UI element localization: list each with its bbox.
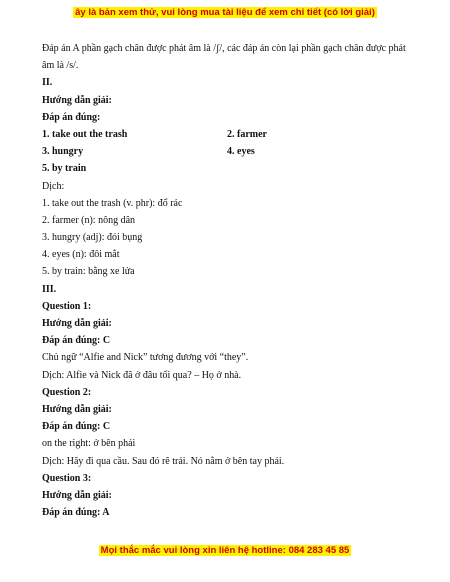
answer-2: 2. farmer (227, 128, 267, 140)
translation-label: Dịch: (42, 180, 65, 192)
question-2-translation: Dịch: Hãy đi qua cầu. Sau đó rẽ trái. Nó nằm ở bên tay phải. (42, 455, 285, 467)
translation-5: 5. by train: bằng xe lửa (42, 266, 135, 278)
question-2-title: Question 2: (42, 386, 92, 398)
translation-2: 2. farmer (n): nông dân (42, 214, 136, 226)
answers-row-1 (42, 126, 412, 143)
answer-5: 5. by train (42, 163, 87, 175)
section-3-heading: III. (42, 283, 57, 295)
question-3-title: Question 3: (42, 472, 92, 484)
question-2-note: on the right: ở bên phải (42, 438, 136, 450)
question-1-note: Chủ ngữ “Alfie and Nick” tương đương với “they”. (42, 352, 249, 364)
question-3-guide: Hướng dẫn giải: (42, 489, 112, 501)
intro-explanation: Đáp án A phần gạch chân được phát âm là /ʃ/, các đáp án còn lại phần gạch chân được phát âm là /s/. (42, 43, 406, 72)
question-3-answer: Đáp án đúng: A (42, 507, 110, 519)
section-2-guide: Hướng dẫn giải: (42, 94, 112, 106)
translation-4: 4. eyes (n): đôi mắt (42, 249, 120, 261)
preview-notice-banner (0, 7, 450, 18)
question-1-answer: Đáp án đúng: C (42, 335, 111, 347)
question-1-title: Question 1: (42, 300, 92, 312)
translation-3: 3. hungry (adj): đói bụng (42, 232, 143, 244)
answer-4: 4. eyes (227, 146, 255, 158)
document-body (42, 40, 412, 521)
preview-notice-text: ây là bản xem thử, vui lòng mua tài liệu để xem chi tiết (có lời giải) (75, 7, 375, 18)
hotline-text: Mọi thắc mắc vui lòng xin liên hệ hotline: 084 283 45 85 (100, 545, 350, 556)
translation-1: 1. take out the trash (v. phr): đổ rác (42, 197, 183, 209)
question-2-answer: Đáp án đúng: C (42, 421, 111, 433)
question-1-guide: Hướng dẫn giải: (42, 318, 112, 330)
question-1-translation: Dịch: Alfie và Nick đã ở đâu tối qua? – Họ ở nhà. (42, 369, 242, 381)
answers-row-2 (42, 143, 412, 160)
section-2-heading: II. (42, 77, 53, 89)
question-2-guide: Hướng dẫn giải: (42, 403, 112, 415)
section-2-answers-label: Đáp án đúng: (42, 111, 101, 123)
answer-1: 1. take out the trash (42, 128, 128, 140)
hotline-banner (0, 545, 450, 556)
answer-3: 3. hungry (42, 146, 84, 158)
